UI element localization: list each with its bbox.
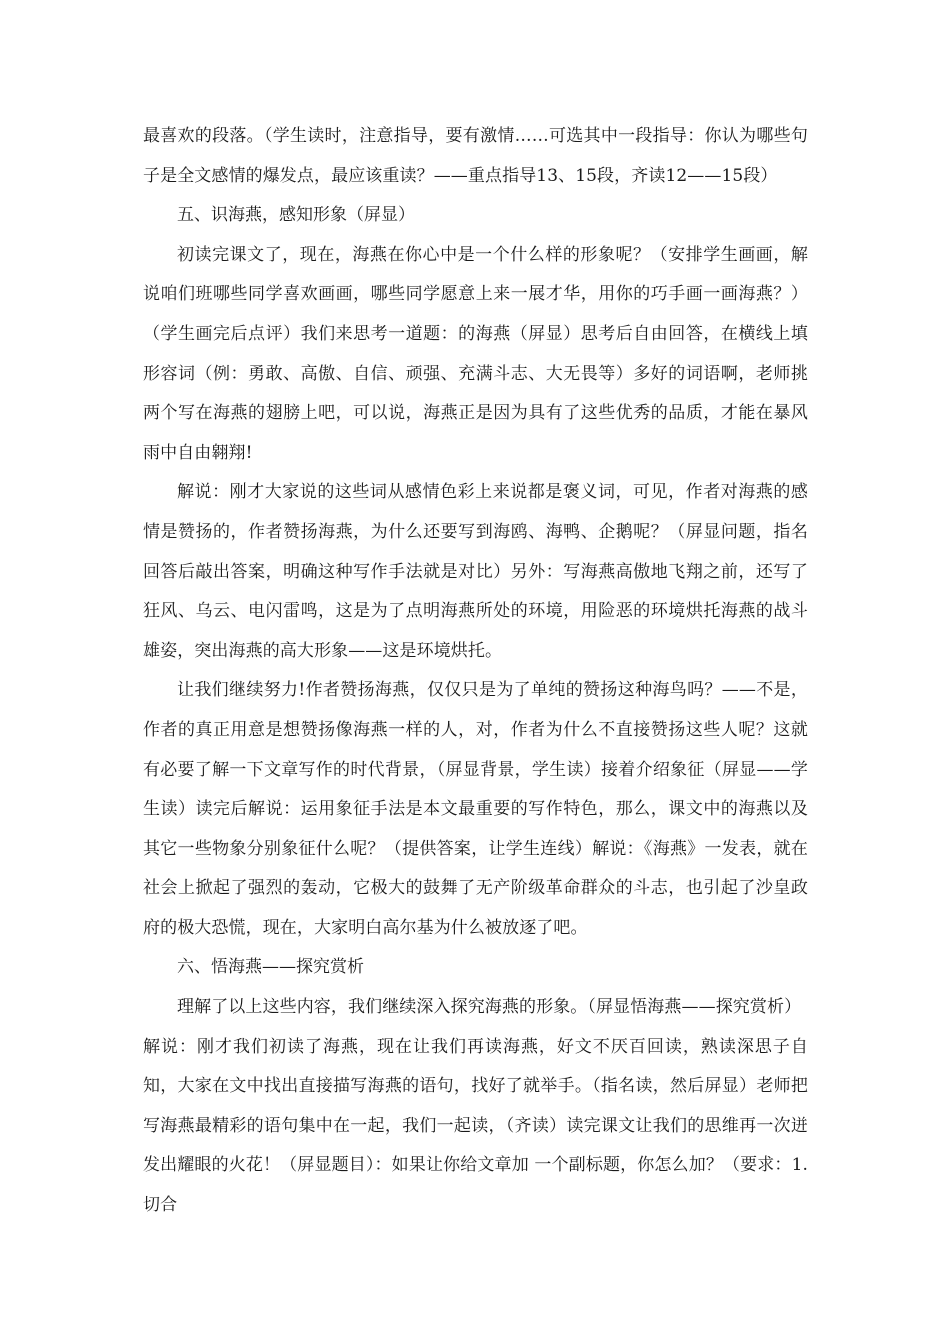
paragraph-4: 让我们继续努力!作者赞扬海燕，仅仅只是为了单纯的赞扬这种海鸟吗？——不是，作者的真正用意是想赞扬像海燕一样的人，对，作者为什么不直接赞扬这些人呢？这就有必要了解一下文章写作的时代背景，（屏显背景，学生读）接着介绍象征（屏显——学生读）读完后解说：运用象征手法是本文最重要的写作特色，那么，课文中的海燕以及其它一些物象分别象征什么呢？（提供答案，让学生连线）解说：《海燕》一发表，就在社会上掀起了强烈的轰动，它极大的鼓舞了无产阶级革命群众的斗志，也引起了沙皇政府的极大恐慌，现在，大家明白高尔基为什么被放逐了吧。 — [143, 680, 808, 938]
section-heading-6: 六、悟海燕——探究赏析 — [177, 957, 364, 978]
document-page — [143, 117, 808, 1226]
section-heading-5: 五、识海燕，感知形象（屏显） — [177, 205, 415, 226]
paragraph-1: 最喜欢的段落。（学生读时，注意指导，要有激情……可选其中一段指导：你认为哪些句子是全文感情的爆发点，最应该重读？——重点指导13、15段，齐读12——15段） — [143, 126, 808, 186]
paragraph-3: 解说：刚才大家说的这些词从感情色彩上来说都是褒义词，可见，作者对海燕的感情是赞扬的，作者赞扬海燕，为什么还要写到海鸥、海鸭、企鹅呢？（屏显问题，指名回答后敲出答案，明确这种写作手法就是对比）另外：写海燕高傲地飞翔之前，还写了狂风、乌云、电闪雷鸣，这是为了点明海燕所处的环境，用险恶的环境烘托海燕的战斗雄姿，突出海燕的高大形象——这是环境烘托。 — [143, 482, 808, 661]
paragraph-2: 初读完课文了，现在，海燕在你心中是一个什么样的形象呢？（安排学生画画，解说咱们班哪些同学喜欢画画，哪些同学愿意上来一展才华，用你的巧手画一画海燕？）（学生画完后点评）我们来思考一道题：的海燕（屏显）思考后自由回答，在横线上填形容词（例：勇敢、高傲、自信、顽强、充满斗志、大无畏等）多好的词语啊，老师挑两个写在海燕的翅膀上吧，可以说，海燕正是因为具有了这些优秀的品质，才能在暴风雨中自由翱翔! — [143, 244, 808, 463]
paragraph-5: 理解了以上这些内容，我们继续深入探究海燕的形象。（屏显悟海燕——探究赏析） — [177, 997, 802, 1018]
paragraph-6: 解说：刚才我们初读了海燕，现在让我们再读海燕，好文不厌百回读，熟读深思子自知，大家在文中找出直接描写海燕的语句，找好了就举手。（指名读，然后屏显）老师把写海燕最精彩的语句集中在一起，我们一起读，（齐读）读完课文让我们的思维再一次迸发出耀眼的火花！（屏显题目）：如果让你给文章加 一个副标题，你怎么加？（要求：1.切合 — [143, 1036, 808, 1216]
